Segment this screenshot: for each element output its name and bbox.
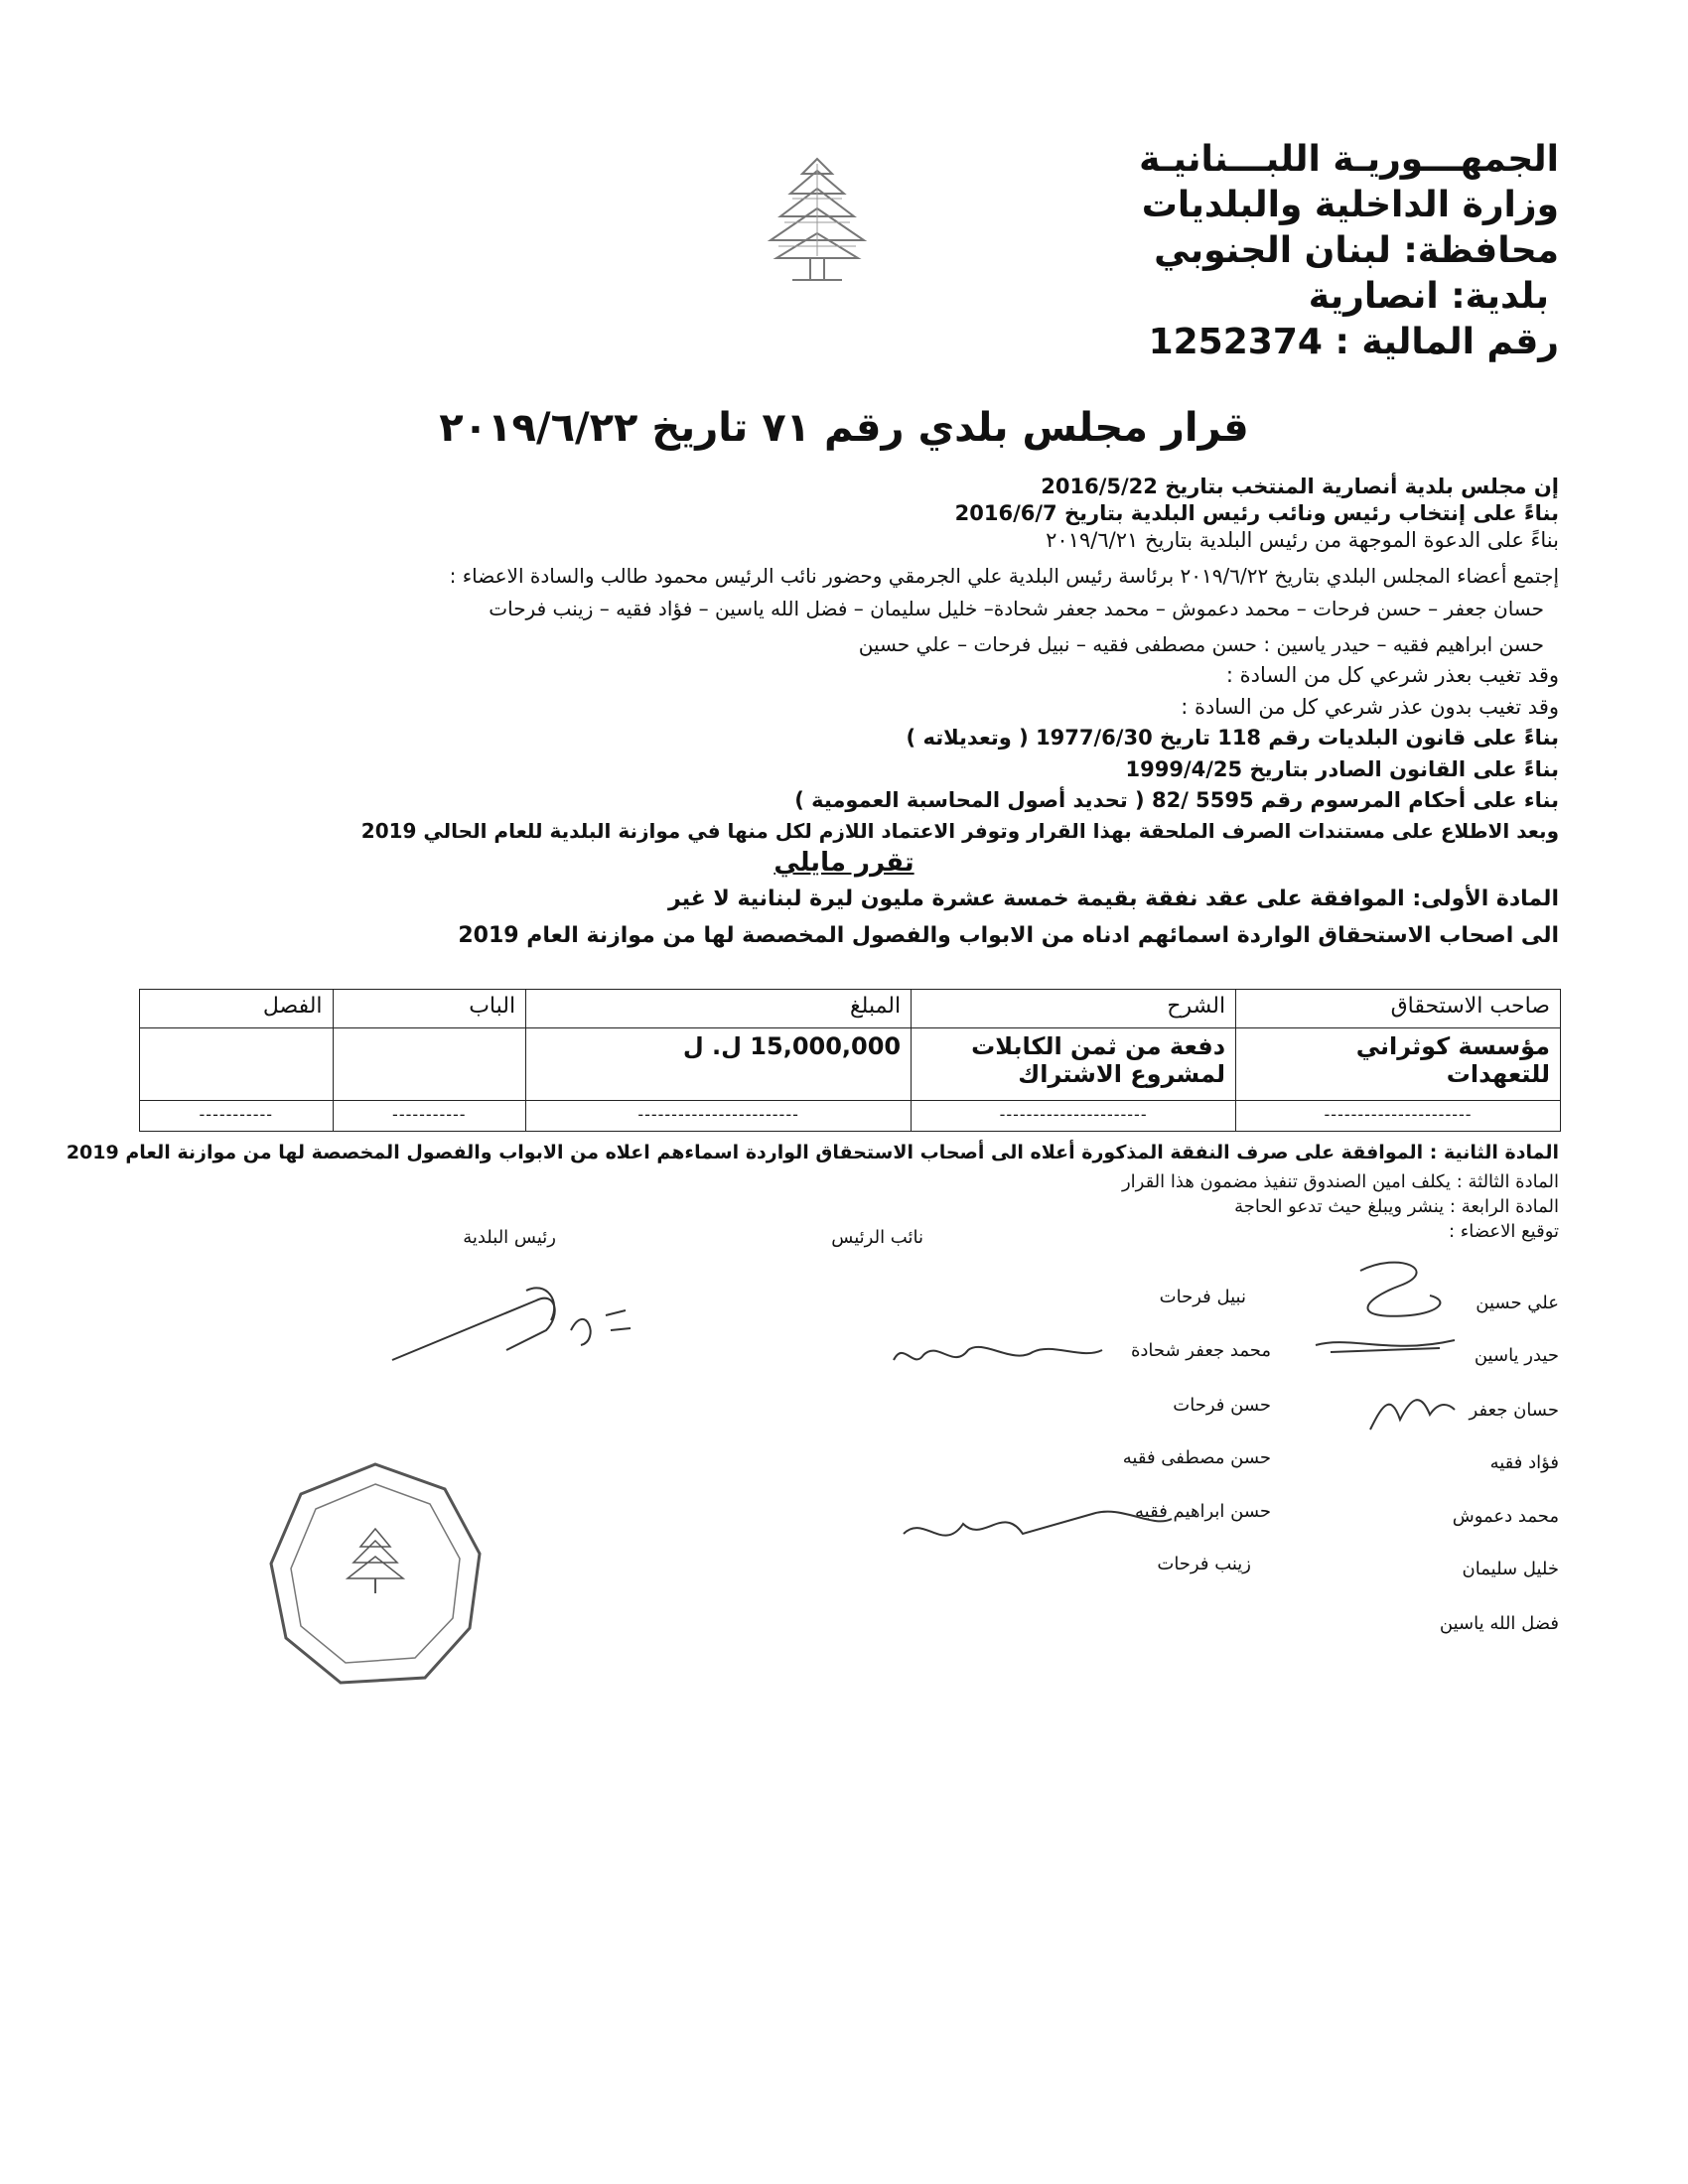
member-signature-icon xyxy=(1311,1330,1460,1360)
table-header: المبلغ xyxy=(526,990,912,1028)
article-one-cont: الى اصحاب الاستحقاق الواردة اسمائهم ادناه من الابواب والفصول المخصصة لها من موازنة العام 2019 xyxy=(458,923,1559,948)
table-dashes: ---------------------- xyxy=(1236,1101,1561,1132)
article-four: المادة الرابعة : ينشر ويبلغ حيث تدعو الحاجة xyxy=(1234,1196,1559,1217)
table-cell-amount: 15,000,000 ل. ل xyxy=(526,1028,912,1101)
preamble-line: وقد تغيب بعذر شرعي كل من السادة : xyxy=(1225,663,1559,687)
member-name: علي حسين xyxy=(1476,1293,1559,1313)
member-name: حسن فرحات xyxy=(1173,1395,1271,1416)
preamble-line: إن مجلس بلدية أنصارية المنتخب بتاريخ 2016/5/22 xyxy=(1041,475,1559,498)
cedar-emblem-icon xyxy=(763,149,872,288)
table-dashes: ----------- xyxy=(140,1101,334,1132)
member-signature-icon xyxy=(884,1330,1112,1380)
ministry-title: وزارة الداخلية والبلديات xyxy=(1141,185,1559,225)
decides-heading: تقرر مايلي xyxy=(774,848,914,878)
member-signature-icon xyxy=(894,1494,1182,1564)
table-cell-section xyxy=(333,1028,526,1101)
official-seal-icon xyxy=(266,1459,485,1688)
member-name: حسن مصطفى فقيه xyxy=(1122,1447,1271,1468)
table-dashes: ------------------------ xyxy=(526,1101,912,1132)
finance-number: رقم المالية : 1252374 xyxy=(1148,322,1559,362)
member-name: زينب فرحات xyxy=(1157,1554,1251,1574)
table-header: الفصل xyxy=(140,990,334,1028)
vice-president-label: نائب الرئيس xyxy=(831,1227,923,1248)
preamble-line: بناء على أحكام المرسوم رقم 5595 /82 ( تحديد أصول المحاسبة العمومية ) xyxy=(794,788,1559,812)
table-cell-chapter xyxy=(140,1028,334,1101)
member-name: فؤاد فقيه xyxy=(1489,1452,1559,1473)
decision-title: قرار مجلس بلدي رقم ٧١ تاريخ ٢٠١٩/٦/٢٢ xyxy=(439,405,1249,451)
members-list: حسان جعفر – حسن فرحات – محمد دعموش – محمد جعفر شحادة– خليل سليمان – فضل الله ياسين – فؤاد فقيه – زينب فرحات xyxy=(489,597,1544,620)
preamble-line: وبعد الاطلاع على مستندات الصرف الملحقة بهذا القرار وتوفر الاعتماد اللازم لكل منها في موازنة البلدية للعام الحالي 2019 xyxy=(360,819,1559,843)
municipality-label: بلدية: انصارية xyxy=(1308,276,1549,317)
member-signature-icon xyxy=(1321,1251,1460,1330)
signatures-heading: توقيع الاعضاء : xyxy=(1449,1221,1559,1242)
member-name: حسان جعفر xyxy=(1469,1400,1559,1421)
member-name: خليل سليمان xyxy=(1462,1559,1559,1579)
table-header: الشرح xyxy=(912,990,1236,1028)
member-name: فضل الله ياسين xyxy=(1439,1613,1559,1634)
preamble-line: بناءً على الدعوة الموجهة من رئيس البلدية بتاريخ ٢٠١٩/٦/٢١ xyxy=(1046,528,1559,552)
president-label: رئيس البلدية xyxy=(463,1227,556,1248)
governorate-label: محافظة: لبنان الجنوبي xyxy=(1154,230,1559,271)
preamble-line: بناءً على القانون الصادر بتاريخ 1999/4/25 xyxy=(1125,757,1559,781)
president-signature-icon xyxy=(387,1261,645,1370)
preamble-line: إجتمع أعضاء المجلس البلدي بتاريخ ٢٠١٩/٦/٢٢ برئاسة رئيس البلدية علي الجرمقي وحضور نائب الرئيس محمود طالب والسادة الاعضاء : xyxy=(449,564,1559,588)
member-name: محمد جعفر شحادة xyxy=(1130,1340,1271,1361)
expense-table xyxy=(139,989,1561,1132)
table-dashes: ----------- xyxy=(333,1101,526,1132)
members-list: حسن ابراهيم فقيه – حيدر ياسين : حسن مصطفى فقيه – نبيل فرحات – علي حسين xyxy=(858,632,1544,656)
table-header: الباب xyxy=(333,990,526,1028)
preamble-line: بناءً على إنتخاب رئيس ونائب رئيس البلدية بتاريخ 2016/6/7 xyxy=(954,501,1559,525)
table-header: صاحب الاستحقاق xyxy=(1236,990,1561,1028)
preamble-line: وقد تغيب بدون عذر شرعي كل من السادة : xyxy=(1181,695,1559,719)
table-cell-description: دفعة من ثمن الكابلات لمشروع الاشتراك xyxy=(912,1028,1236,1101)
article-one: المادة الأولى: الموافقة على عقد نفقة بقيمة خمسة عشرة مليون ليرة لبنانية لا غير xyxy=(668,887,1559,911)
table-dashes: ---------------------- xyxy=(912,1101,1236,1132)
member-signature-icon xyxy=(1360,1380,1460,1439)
member-name: محمد دعموش xyxy=(1452,1506,1559,1527)
member-name: نبيل فرحات xyxy=(1159,1287,1246,1307)
member-name: حيدر ياسين xyxy=(1474,1345,1559,1366)
table-cell-payee: مؤسسة كوثراني للتعهدات xyxy=(1236,1028,1561,1101)
member-name: حسن ابراهيم فقيه xyxy=(1135,1501,1271,1522)
preamble-line: بناءً على قانون البلديات رقم 118 تاريخ 1977/6/30 ( وتعديلاته ) xyxy=(906,726,1559,750)
article-three: المادة الثالثة : يكلف امين الصندوق تنفيذ مضمون هذا القرار xyxy=(1121,1171,1559,1192)
republic-title: الجمهـــوريـة اللبـــنانيـة xyxy=(1139,139,1559,180)
article-two: المادة الثانية : الموافقة على صرف النفقة المذكورة أعلاه الى أصحاب الاستحقاق الواردة اسماءهم اعلاه من الابواب والفصول المخصصة لها من موازنة العام 2019 xyxy=(66,1142,1559,1163)
